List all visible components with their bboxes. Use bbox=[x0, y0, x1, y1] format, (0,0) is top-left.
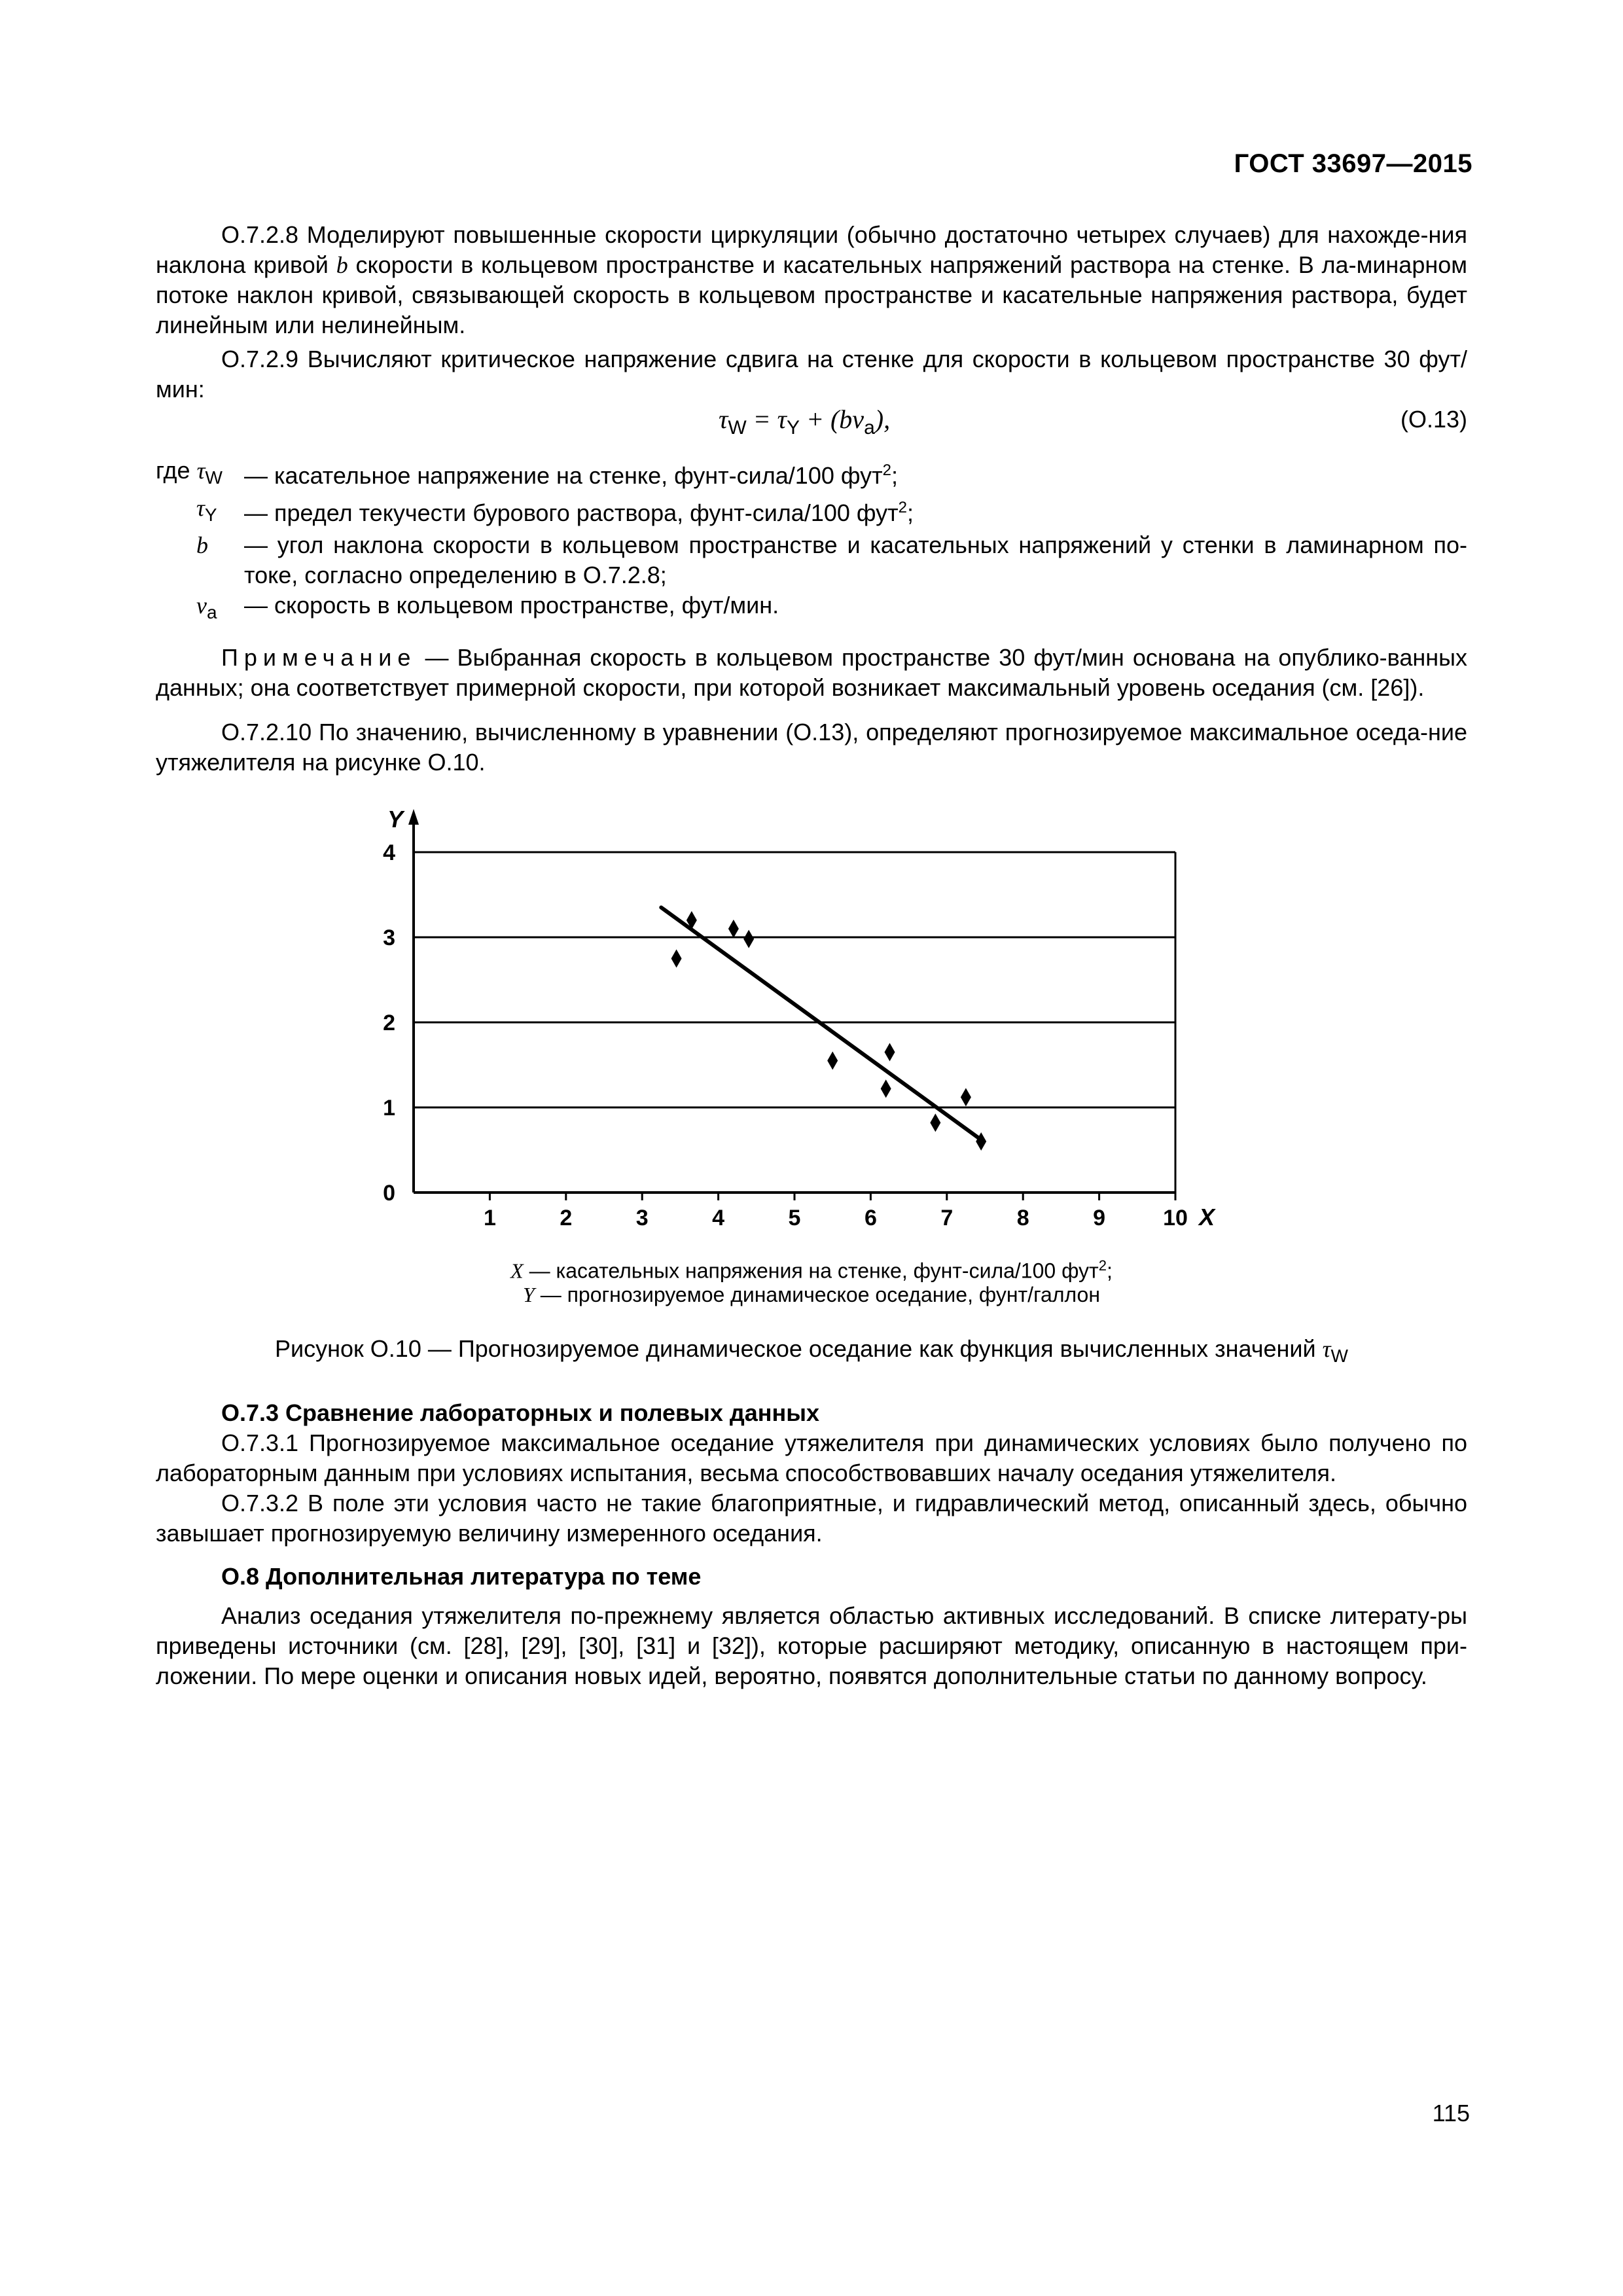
x-tick-label: 7 bbox=[940, 1206, 954, 1230]
trend-line bbox=[661, 908, 981, 1140]
y-tick-label: 1 bbox=[383, 1096, 395, 1121]
note-paragraph: Примечание — Выбранная скорость в кольцевом пространстве 30 фут/мин основана на опублико-ванных данных; она соответствует примерной скорости, при которой возникает максимальный уровень оседания (см. [26]). bbox=[156, 643, 1467, 701]
definition-tau-w: где $\tau_W$ — касательное напряжение на стенке, фунт-сила/100 фут$^2$; bbox=[156, 457, 898, 489]
formula-expression: $\tau_W = \tau_Y + (b\nu_a)$, bbox=[719, 404, 891, 439]
y-tick-label: 0 bbox=[383, 1181, 395, 1206]
definitions-list bbox=[156, 456, 1467, 628]
data-point bbox=[961, 1088, 971, 1106]
chart-svg bbox=[366, 805, 1257, 1263]
data-point bbox=[885, 1043, 895, 1062]
x-tick-label: 6 bbox=[864, 1206, 877, 1230]
definition-va: $\nu_a$ — скорость в кольцевом пространстве, фут/мин. bbox=[196, 592, 779, 623]
x-tick-label: 5 bbox=[788, 1206, 801, 1230]
x-tick-label: 3 bbox=[635, 1206, 649, 1230]
paragraph-o7210: О.7.2.10 По значению, вычисленному в уравнении (О.13), определяют прогнозируемое максимальное оседа-ние утяжелителя на рисунке О.10. bbox=[156, 718, 1467, 776]
x-tick-label: 9 bbox=[1093, 1206, 1106, 1230]
data-point bbox=[930, 1113, 940, 1132]
data-point bbox=[743, 930, 754, 948]
standard-header: ГОСТ 33697—2015 bbox=[1234, 149, 1472, 178]
legend-x: X — касательных напряжения на стенке, фунт-сила/100 фут$^2$; bbox=[510, 1257, 1113, 1283]
data-point bbox=[881, 1079, 891, 1098]
formula-o13 bbox=[156, 404, 1467, 441]
x-axis-label: X bbox=[1199, 1204, 1215, 1230]
figure-title: Рисунок О.10 — Прогнозируемое динамическое оседание как функция вычисленных значений $\tau_W$ bbox=[275, 1335, 1348, 1367]
x-tick-label: 2 bbox=[560, 1206, 573, 1230]
sections-text-block bbox=[156, 1398, 1467, 1691]
paragraph-o731: О.7.3.1 Прогнозируемое максимальное оседание утяжелителя при динамических условиях было получено по лабораторным данным при условиях испытания, весьма способствовавших началу оседания утяжелителя. bbox=[156, 1429, 1467, 1486]
section-heading-o73: О.7.3 Сравнение лабораторных и полевых данных bbox=[221, 1399, 820, 1426]
paragraph-o728: О.7.2.8 Моделируют повышенные скорости циркуляции (обычно достаточно четырех случаев) для нахожде-ния наклона кривой b скорости в кольцевом пространстве и касательных напряжений раствора на стенке. В ла-минарном потоке наклон кривой, связывающей скорость в кольцевом пространстве и касательные напряжения раствора, будет линейным или нелинейным. bbox=[156, 221, 1467, 338]
legend-y: Y — прогнозируемое динамическое оседание, фунт/галлон bbox=[523, 1283, 1100, 1306]
y-tick-label: 2 bbox=[383, 1011, 395, 1035]
definition-b: b — угол наклона скорости в кольцевом пространстве и касательных напряжений у стенки в ламинарном по-токе, согласно определению в О.7.2.8; bbox=[196, 531, 1467, 589]
x-tick-label: 8 bbox=[1016, 1206, 1029, 1230]
x-tick-label: 1 bbox=[483, 1206, 496, 1230]
formula-number: (О.13) bbox=[1400, 406, 1467, 433]
page-number: 115 bbox=[1432, 2100, 1470, 2126]
paragraph-o729: О.7.2.9 Вычисляют критическое напряжение сдвига на стенке для скорости в кольцевом пространстве 30 фут/мин: bbox=[156, 346, 1467, 403]
paragraph-o732: О.7.3.2 В поле эти условия часто не такие благоприятные, и гидравлический метод, описанный здесь, обычно завышает прогнозируемую величину измеренного оседания. bbox=[156, 1490, 1467, 1547]
data-point bbox=[827, 1052, 838, 1070]
y-tick-label: 4 bbox=[383, 840, 395, 865]
data-point bbox=[671, 950, 682, 968]
x-tick-label: 4 bbox=[712, 1206, 725, 1230]
data-point bbox=[728, 920, 739, 938]
paragraph-o8: Анализ оседания утяжелителя по-прежнему является областью активных исследований. В списке литерату-ры приведены источники (см. [28], [29], [30], [31] и [32]), которые расширяют методику, описанную в настоящем при-ложении. По мере оценки и описания новых идей, вероятно, появятся дополнительные статьи по данному вопросу. bbox=[156, 1602, 1467, 1689]
intro-text-block bbox=[156, 220, 1467, 778]
y-tick-label: 3 bbox=[383, 925, 395, 950]
definition-tau-y: $\tau_Y$ — предел текучести бурового раствора, фунт-сила/100 фут$^2$; bbox=[196, 495, 914, 527]
y-axis-arrow bbox=[408, 809, 419, 825]
y-axis-label: Y bbox=[387, 806, 404, 833]
section-heading-o8: О.8 Дополнительная литература по теме bbox=[221, 1563, 702, 1590]
x-tick-label: 10 bbox=[1163, 1206, 1188, 1230]
